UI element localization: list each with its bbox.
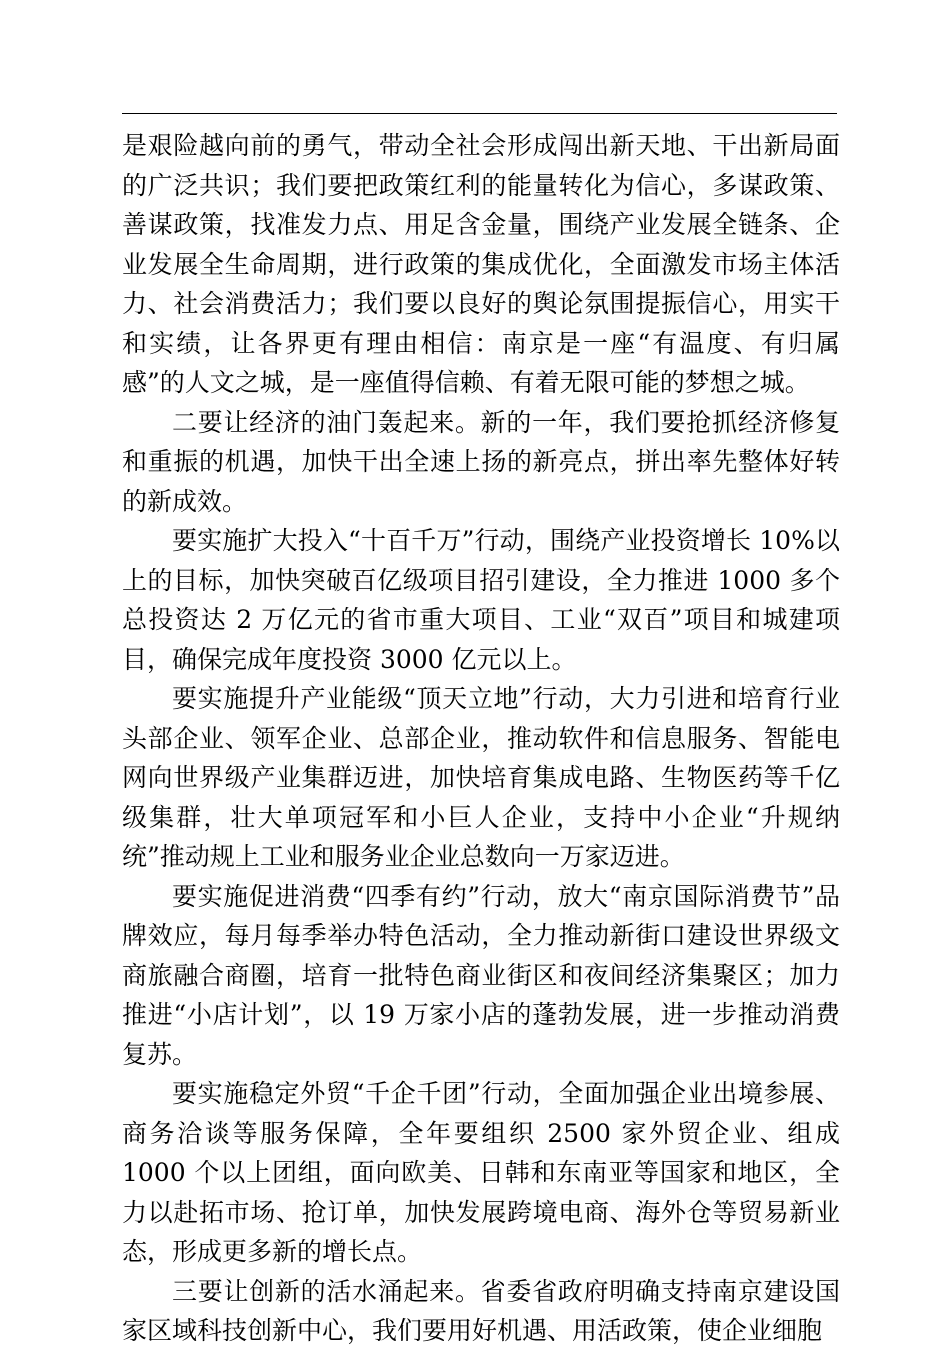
paragraph-1: 是艰险越向前的勇气，带动全社会形成闯出新天地、干出新局面的广泛共识；我们要把政策红利的能量转化为信心，多谋政策、善谋政策，找准发力点、用足含金量，围绕产业发展全链条、企业发展全生命周期，进行政策的集成优化，全面激发市场主体活力、社会消费活力；我们要以良好的舆论氛围提振信心，用实干和实绩，让各界更有理由相信：南京是一座“有温度、有归属感”的人文之城，是一座值得信赖、有着无限可能的梦想之城。 <box>122 131 840 397</box>
paragraph-6: 要实施稳定外贸“千企千团”行动，全面加强企业出境参展、商务洽谈等服务保障，全年要组织 2500 家外贸企业、组成 1000 个以上团组，面向欧美、日韩和东南亚等国家和地区，全力以赴拓市场、抢订单，加快发展跨境电商、海外仓等贸易新业态，形成更多新的增长点。 <box>122 1079 840 1266</box>
body-text <box>122 126 840 1351</box>
paragraph-4: 要实施提升产业能级“顶天立地”行动，大力引进和培育行业头部企业、领军企业、总部企业，推动软件和信息服务、智能电网向世界级产业集群迈进，加快培育集成电路、生物医药等千亿级集群，壮大单项冠军和小巨人企业，支持中小企业“升规纳统”推动规上工业和服务业企业总数向一万家迈进。 <box>122 684 840 871</box>
paragraph-3: 要实施扩大投入“十百千万”行动，围绕产业投资增长 10%以上的目标，加快突破百亿级项目招引建设，全力推进 1000 多个总投资达 2 万亿元的省市重大项目、工业“双百”项目和城建项目，确保完成年度投资 3000 亿元以上。 <box>122 526 840 674</box>
paragraph-7: 三要让创新的活水涌起来。省委省政府明确支持南京建设国家区域科技创新中心，我们要用好机遇、用活政策，使企业细胞 <box>122 1276 840 1345</box>
paragraph-5: 要实施促进消费“四季有约”行动，放大“南京国际消费节”品牌效应，每月每季举办特色活动，全力推动新街口建设世界级文商旅融合商圈，培育一批特色商业街区和夜间经济集聚区；加力推进“小店计划”，以 19 万家小店的蓬勃发展，进一步推动消费复苏。 <box>122 881 840 1069</box>
header-rule <box>122 113 837 114</box>
paragraph-2: 二要让经济的油门轰起来。新的一年，我们要抢抓经济修复和重振的机遇，加快干出全速上扬的新亮点，拼出率先整体好转的新成效。 <box>122 407 840 516</box>
